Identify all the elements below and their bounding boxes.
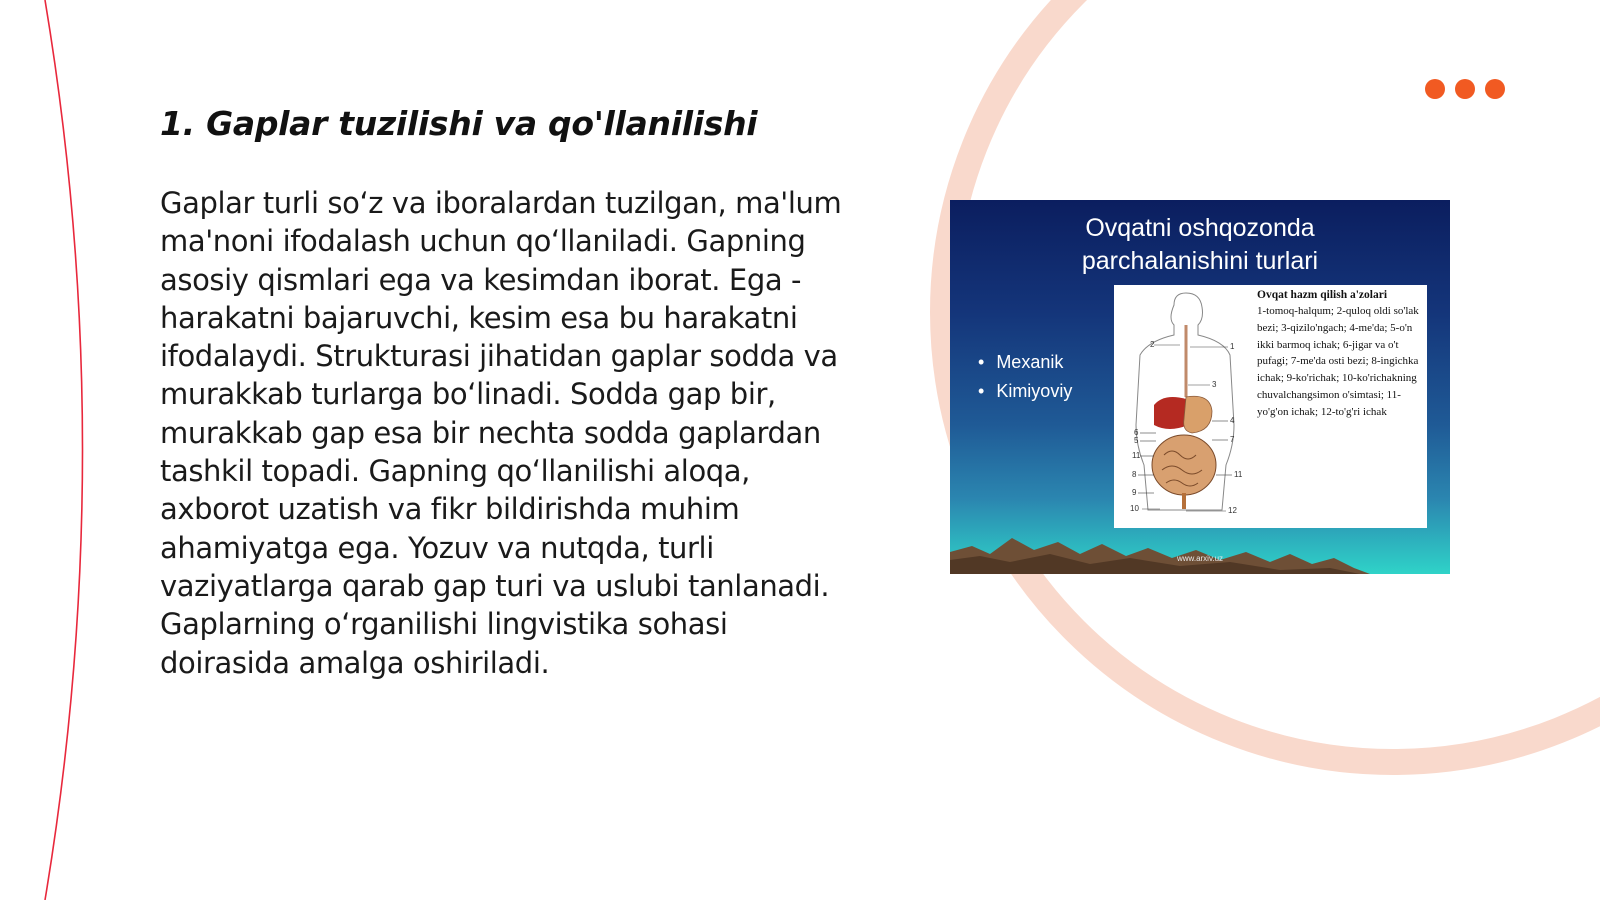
bullet-item: • Mexanik [978,348,1072,377]
anatomy-panel [1114,285,1427,528]
dot-icon [1425,79,1445,99]
mountain-silhouette [950,524,1450,574]
intestine-shape [1152,435,1216,495]
diagram-number: 3 [1212,380,1217,389]
diagram-number: 11 [1132,451,1141,460]
stomach-shape [1184,396,1212,433]
left-arc-line [45,0,83,900]
diagram-number: 6 [1134,428,1139,437]
diagram-number: 12 [1228,506,1237,515]
bullet-item: • Kimiyoviy [978,377,1072,406]
slide-title: 1. Gaplar tuzilishi va qo'llanilishi [160,104,758,143]
dots-indicator [1425,79,1505,99]
digestion-figure [950,200,1450,574]
figure-title-line-1: Ovqatni oshqozonda [1085,214,1315,242]
dot-icon [1485,79,1505,99]
diagram-number: 10 [1130,504,1139,513]
body-paragraph: Gaplar turli so‘z va iboralardan tuzilgan, ma'lum ma'noni ifodalash uchun qo‘llaniladi. Gapning asosiy qismlari ega va kesimdan iborat. Ega - harakatni bajaruvchi, kesim esa bu harakatni ifodalaydi. Strukturasi jihatidan gaplar sodda va murakkab turlarga bo‘linadi. Sodda gap bir, murakkab gap esa bir nechta sodda gaplardan tashkil topadi. Gapning qo‘llanilishi aloqa, axborot uzatish va fikr bildirishda muhim ahamiyatga ega. Yozuv va nutqda, turli vaziyatlarga qarab gap turi va uslubi tanlanadi. Gaplarning o‘rganilishi lingvistika sohasi doirasida amalga oshiriladi. [160,186,842,680]
diagram-number: 7 [1230,435,1235,444]
diagram-number: 2 [1150,340,1155,349]
diagram-number: 9 [1132,488,1137,497]
figure-watermark: www.arxiv.uz [1176,554,1224,563]
digestive-system-diagram [1114,285,1254,528]
diagram-number: 4 [1230,416,1235,425]
figure-title-line-2: parchalanishini turlari [1081,247,1319,275]
figure-bullet-list [978,348,1072,406]
figure-title [950,212,1450,278]
liver-shape [1154,397,1188,429]
panel-legend-text: 1-tomoq-halqum; 2-quloq oldi so'lak bezi; 3-qizilo'ngach; 4-me'da; 5-o'n ikki barmoq ichak; 6-jigar va o't pufagi; 7-me'da osti bezi; 8-ingichka ichak; 9-ko'richak; 10-ko'richakning chuvalchangsimon o'simtasi; 11-yo'g'on ichak; 12-to'g'ri ichak [1257,305,1419,418]
diagram-number: 11 [1234,470,1243,479]
diagram-number: 1 [1230,342,1235,351]
diagram-number: 5 [1134,436,1139,445]
panel-heading: Ovqat hazm qilish a'zolari [1257,289,1388,301]
diagram-number: 8 [1132,470,1137,479]
dot-icon [1455,79,1475,99]
